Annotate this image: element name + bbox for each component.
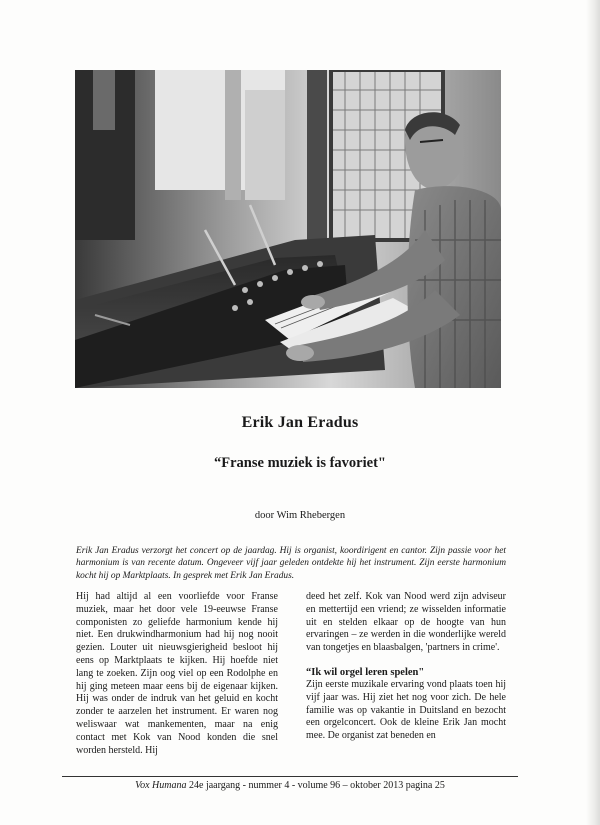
magazine-name: Vox Humana — [135, 780, 187, 791]
footer-divider — [62, 776, 518, 777]
page-footer — [62, 780, 518, 791]
body-paragraph: Zijn eerste muzikale ervaring vond plaats toen hij vijf jaar was. Hij ziet het nog voor zich. De hele familie was op vakantie in Duitsland en bezocht een orgelconcert. Ook de kleine Erik Jan mocht mee. De organist zat beneden en — [306, 678, 506, 742]
body-paragraph: Hij had altijd al een voorliefde voor Franse muziek, maar het door vele 19-eeuwse Franse componisten zo geliefde harmonium kende hij niet. Een drukwindharmonium had hij nog nooit gezien. Louter uit nieuwsgierigheid besloot hij eens op Marktplaats te kijken. Hij hoefde niet lang te zoeken. Zijn oog viel op een Rodolphe en hij ging meteen maar eens bij de eigenaar kijken. Hij was onder de indruk van het geluid en kocht zonder te aarzelen het instrument. Er waren nog weliswaar wat mankementen, maar na enig contact met Kok van Nood konden die snel worden hersteld. Hij — [76, 591, 278, 756]
article-column-right — [306, 591, 506, 743]
article-column-left — [76, 591, 278, 757]
article-intro: Erik Jan Eradus verzorgt het concert op de jaardag. Hij is organist, koordirigent en cantor. Zijn passie voor het harmonium is van recente datum. Ongeveer vijf jaar geleden ontdekte hij het instrument. Zijn eerste harmonium kocht hij op Marktplaats. In gesprek met Erik Jan Eradus. — [76, 546, 506, 581]
article-title: Erik Jan Eradus — [241, 414, 359, 431]
section-heading: “Ik wil orgel leren spelen" — [306, 666, 425, 678]
article-byline: door Wim Rhebergen — [254, 510, 346, 521]
page-edge-shadow — [586, 0, 600, 825]
body-paragraph: deed het zelf. Kok van Nood werd zijn adviseur en mettertijd een vriend; ze wisselden informatie uit en stelden elkaar op de hoogte van hun ervaringen – ze werden in die wonderlijke wereld van tongetjes en blaasbalgen, 'partners in crime'. — [306, 591, 506, 654]
photo-organist-at-harmonium — [75, 70, 501, 388]
article-subtitle: “Franse muziek is favoriet" — [214, 455, 386, 471]
issue-info: 24e jaargang - nummer 4 - volume 96 – oktober 2013 pagina 25 — [189, 780, 445, 791]
